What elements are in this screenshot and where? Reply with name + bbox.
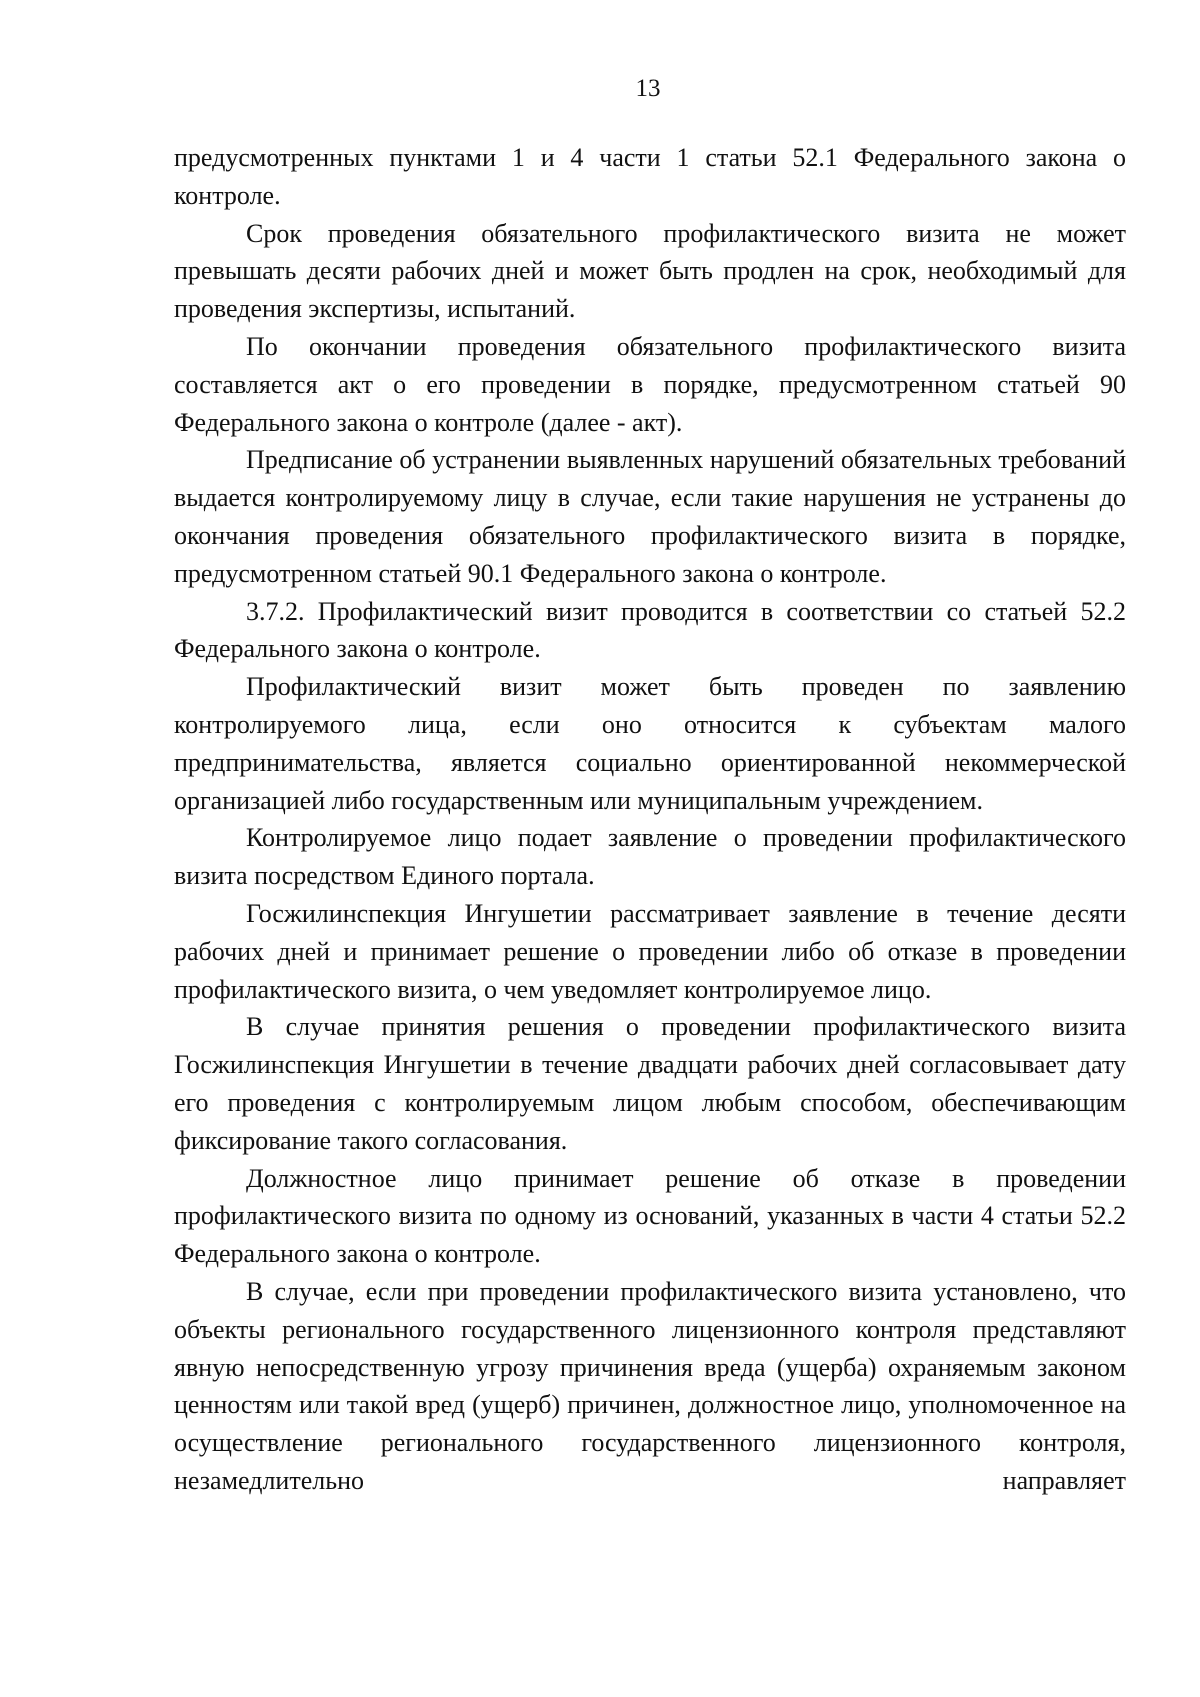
paragraph-date-agreement: В случае принятия решения о проведении профилактического визита Госжилинспекция Ингушетии в течение двадцати рабочих дней согласовывает дату его проведения с контролируемым лицом любым способом, обеспечивающим фиксирование такого согласования. (174, 1012, 1126, 1155)
paragraph-application-submission: Контролируемое лицо подает заявление о проведении профилактического визита посредством Единого портала. (174, 823, 1126, 891)
paragraph-visit-duration: Срок проведения обязательного профилактического визита не может превышать десяти рабочих дней и может быть продлен на срок, необходимый для проведения экспертизы, испытаний. (174, 218, 1126, 324)
paragraph-prescription: Предписание об устранении выявленных нарушений обязательных требований выдается контролируемому лицу в случае, если такие нарушения не устранены до окончания проведения обязательного профилактического визита в порядке, предусмотренном статьей 90.1 Федерального закона о контроле. (174, 445, 1126, 588)
paragraph-continuation: предусмотренных пунктами 1 и 4 части 1 статьи 52.1 Федерального закона о контроле. (174, 143, 1126, 210)
paragraph-application-review: Госжилинспекция Ингушетии рассматривает заявление в течение десяти рабочих дней и принимает решение о проведении либо об отказе в проведении профилактического визита, о чем уведомляет контролируемое лицо. (174, 898, 1126, 1004)
paragraph-refusal: Должностное лицо принимает решение об отказе в проведении профилактического визита по одному из оснований, указанных в части 4 статьи 52.2 Федерального закона о контроле. (174, 1163, 1126, 1269)
paragraph-section-3-7-2: 3.7.2. Профилактический визит проводится в соответствии со статьей 52.2 Федерального закона о контроле. (174, 596, 1126, 664)
paragraph-visit-on-application: Профилактический визит может быть проведен по заявлению контролируемого лица, если оно относится к субъектам малого предпринимательства, является социально ориентированной некоммерческой организацией либо государственным или муниципальным учреждением. (174, 672, 1126, 815)
paragraph-direct-threat: В случае, если при проведении профилактического визита установлено, что объекты регионального государственного лицензионного контроля представляют явную непосредственную угрозу причинения вреда (ущерба) охраняемым законом ценностям или такой вред (ущерб) причинен, должностное лицо, уполномоченное на осуществление регионального государственного лицензионного контроля, незамедлительно направляет (174, 1276, 1126, 1495)
paragraph-visit-act: По окончании проведения обязательного профилактического визита составляется акт о его проведении в порядке, предусмотренном статьей 90 Федерального закона о контроле (далее - акт). (174, 331, 1126, 437)
page-number: 13 (635, 75, 661, 102)
document-body (174, 139, 1126, 1500)
